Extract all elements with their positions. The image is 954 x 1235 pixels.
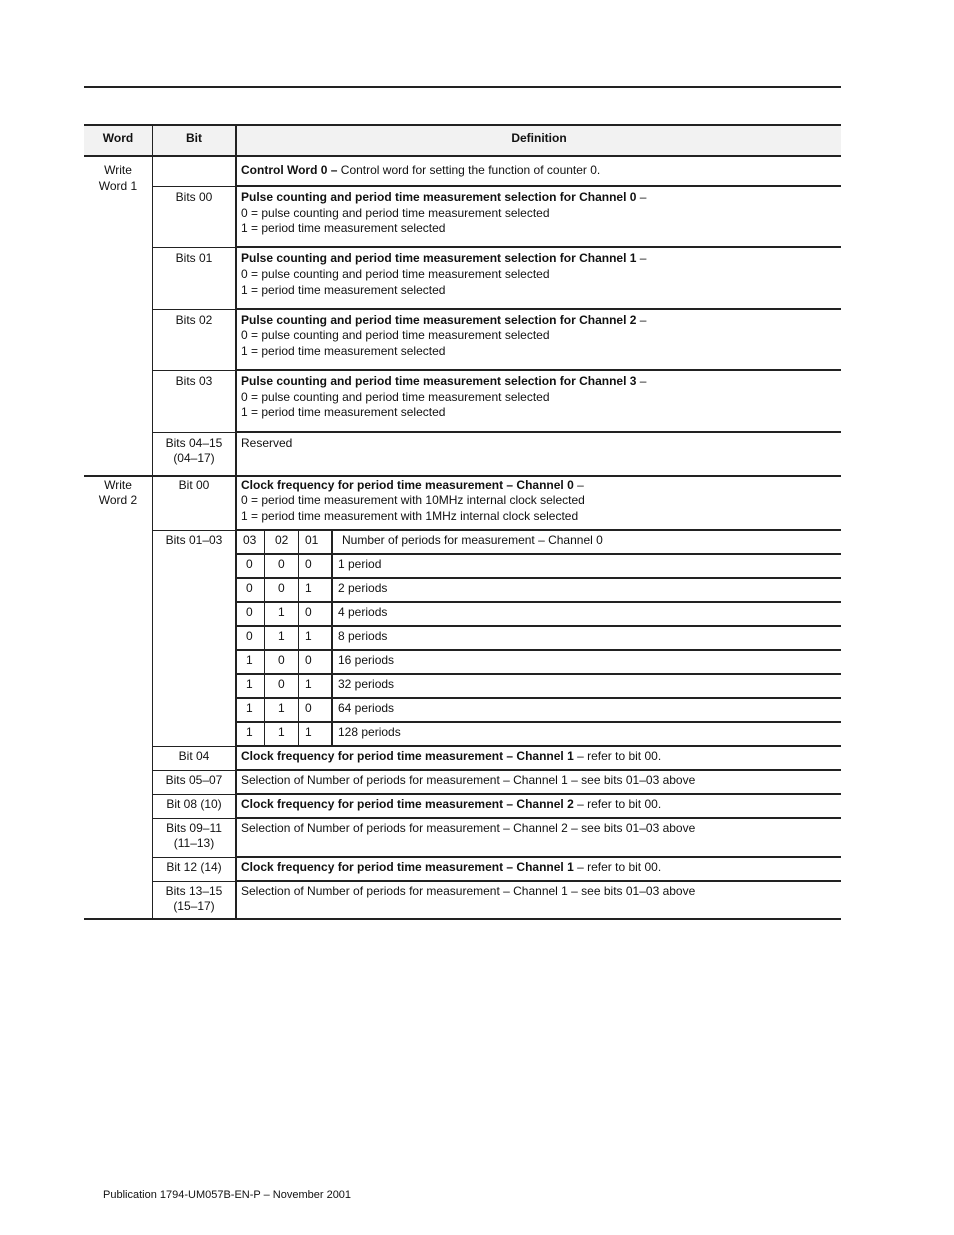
- definition-text: Clock frequency for period time measurement – Channel 1 – refer to bit 00.: [241, 860, 662, 874]
- period-cell: 1: [305, 581, 312, 595]
- period-desc: 2 periods: [338, 581, 388, 595]
- period-cell: 1: [246, 653, 253, 667]
- period-desc: 1 period: [338, 557, 382, 571]
- row-line: [235, 769, 841, 771]
- bit-label: Bits 02: [175, 313, 213, 327]
- period-cell: 0: [305, 701, 312, 715]
- period-cell: 1: [278, 629, 285, 643]
- bit-label-sub: (11–13): [173, 836, 215, 850]
- definition-line: 0 = pulse counting and period time measurement selected: [241, 267, 550, 281]
- definition-text: Clock frequency for period time measurement – Channel 1 – refer to bit 00.: [241, 749, 662, 763]
- row-line: [235, 601, 841, 603]
- row-line: [235, 431, 841, 433]
- word-label-1a: Write: [104, 163, 132, 177]
- period-header-bit01: 01: [305, 533, 319, 547]
- bit-label: Bit 00: [178, 478, 210, 492]
- row-line: [235, 745, 841, 747]
- reserved-text: Reserved: [241, 436, 293, 450]
- bit-label: Bits 05–07: [165, 773, 223, 787]
- row-line: [152, 530, 236, 531]
- row-line: [152, 881, 236, 882]
- word-group-divider: [84, 475, 841, 477]
- control-word-0-text: Control Word 0 – Control word for setting the function of counter 0.: [241, 163, 601, 177]
- word-label-2b: Word 2: [98, 493, 138, 507]
- row-line: [152, 746, 236, 747]
- definition-line: 1 = period time measurement selected: [241, 283, 446, 297]
- period-header-bit03: 03: [243, 533, 257, 547]
- subtable-divider: [298, 530, 299, 746]
- bit-label: Bits 01–03: [165, 533, 223, 547]
- period-cell: 0: [246, 629, 253, 643]
- row-line: [235, 793, 841, 795]
- period-cell: 0: [246, 581, 253, 595]
- row-line: [152, 186, 236, 187]
- definition-line: 0 = pulse counting and period time measurement selected: [241, 328, 550, 342]
- row-line: [235, 553, 841, 555]
- bit-label: Bits 04–15: [165, 436, 223, 450]
- subtable-divider: [331, 530, 333, 746]
- period-cell: 1: [305, 725, 312, 739]
- row-line: [235, 246, 841, 248]
- top-rule: [84, 86, 841, 88]
- period-cell: 0: [278, 557, 285, 571]
- row-line: [152, 370, 236, 371]
- row-line: [235, 721, 841, 723]
- row-line: [235, 185, 841, 187]
- definition-text: Selection of Number of periods for measurement – Channel 1 – see bits 01–03 above: [241, 773, 696, 787]
- row-line: [235, 856, 841, 858]
- row-line: [235, 625, 841, 627]
- period-desc: 8 periods: [338, 629, 388, 643]
- definition-line: 0 = pulse counting and period time measurement selected: [241, 390, 550, 404]
- row-line: [152, 857, 236, 858]
- definition-line: 1 = period time measurement selected: [241, 221, 446, 235]
- bit-label: Bit 04: [178, 749, 210, 763]
- row-line: [235, 880, 841, 882]
- row-line: [152, 770, 236, 771]
- row-line: [152, 247, 236, 248]
- row-line: [235, 673, 841, 675]
- bit-label: Bits 01: [175, 251, 213, 265]
- row-line: [235, 369, 841, 371]
- bit-label-sub: (04–17): [173, 451, 215, 465]
- definition-line: 1 = period time measurement with 1MHz internal clock selected: [241, 509, 579, 523]
- period-header-bit02: 02: [275, 533, 289, 547]
- period-desc: 16 periods: [338, 653, 395, 667]
- definition-title: Pulse counting and period time measurement selection for Channel 0 –: [241, 190, 647, 204]
- subtable-divider: [264, 530, 265, 746]
- bit-label: Bits 00: [175, 190, 213, 204]
- period-cell: 0: [278, 653, 285, 667]
- table-bottom-rule: [84, 918, 841, 920]
- period-cell: 0: [305, 605, 312, 619]
- definition-title: Clock frequency for period time measurement – Channel 0 –: [241, 478, 584, 492]
- row-line: [235, 577, 841, 579]
- definition-line: 1 = period time measurement selected: [241, 405, 446, 419]
- word-label-2a: Write: [104, 478, 132, 492]
- bit-label: Bit 08 (10): [166, 797, 222, 811]
- definition-line: 0 = period time measurement with 10MHz internal clock selected: [241, 493, 585, 507]
- row-line: [235, 308, 841, 310]
- publication-footer: Publication 1794-UM057B-EN-P – November 2001: [103, 1189, 352, 1201]
- period-cell: 1: [305, 629, 312, 643]
- definition-title: Pulse counting and period time measurement selection for Channel 2 –: [241, 313, 647, 327]
- period-desc: 32 periods: [338, 677, 395, 691]
- definition-text: Selection of Number of periods for measurement – Channel 2 – see bits 01–03 above: [241, 821, 696, 835]
- bit-label: Bit 12 (14): [166, 860, 222, 874]
- row-line: [152, 309, 236, 310]
- word-label-1b: Word 1: [98, 179, 138, 193]
- period-cell: 0: [278, 581, 285, 595]
- period-cell: 0: [246, 557, 253, 571]
- bit-label: Bits 09–11: [166, 821, 222, 835]
- period-cell: 1: [305, 677, 312, 691]
- row-line: [152, 818, 236, 819]
- period-cell: 1: [278, 725, 285, 739]
- period-cell: 1: [246, 701, 253, 715]
- header-bit: Bit: [186, 131, 202, 145]
- period-header-desc: Number of periods for measurement – Channel 0: [342, 533, 603, 547]
- period-desc: 64 periods: [338, 701, 395, 715]
- bit-label: Bits 13–15: [165, 884, 223, 898]
- period-cell: 0: [305, 557, 312, 571]
- row-line: [152, 794, 236, 795]
- period-cell: 0: [246, 605, 253, 619]
- period-cell: 1: [278, 701, 285, 715]
- definition-text: Clock frequency for period time measurement – Channel 2 – refer to bit 00.: [241, 797, 662, 811]
- header-word: Word: [102, 131, 134, 145]
- col-divider-bit: [235, 124, 237, 920]
- definition-title: Pulse counting and period time measurement selection for Channel 3 –: [241, 374, 647, 388]
- row-line: [235, 649, 841, 651]
- bit-label: Bits 03: [175, 374, 213, 388]
- row-line: [235, 529, 841, 531]
- definition-line: 0 = pulse counting and period time measurement selected: [241, 206, 550, 220]
- row-line: [235, 697, 841, 699]
- header-definition: Definition: [511, 131, 567, 145]
- definition-title: Pulse counting and period time measurement selection for Channel 1 –: [241, 251, 647, 265]
- definition-line: 1 = period time measurement selected: [241, 344, 446, 358]
- period-desc: 4 periods: [338, 605, 388, 619]
- bit-label-sub: (15–17): [173, 899, 215, 913]
- row-line: [235, 817, 841, 819]
- period-cell: 0: [278, 677, 285, 691]
- row-line: [152, 432, 236, 433]
- period-cell: 0: [305, 653, 312, 667]
- period-cell: 1: [246, 725, 253, 739]
- period-desc: 128 periods: [338, 725, 401, 739]
- period-cell: 1: [246, 677, 253, 691]
- period-cell: 1: [278, 605, 285, 619]
- definition-text: Selection of Number of periods for measurement – Channel 1 – see bits 01–03 above: [241, 884, 696, 898]
